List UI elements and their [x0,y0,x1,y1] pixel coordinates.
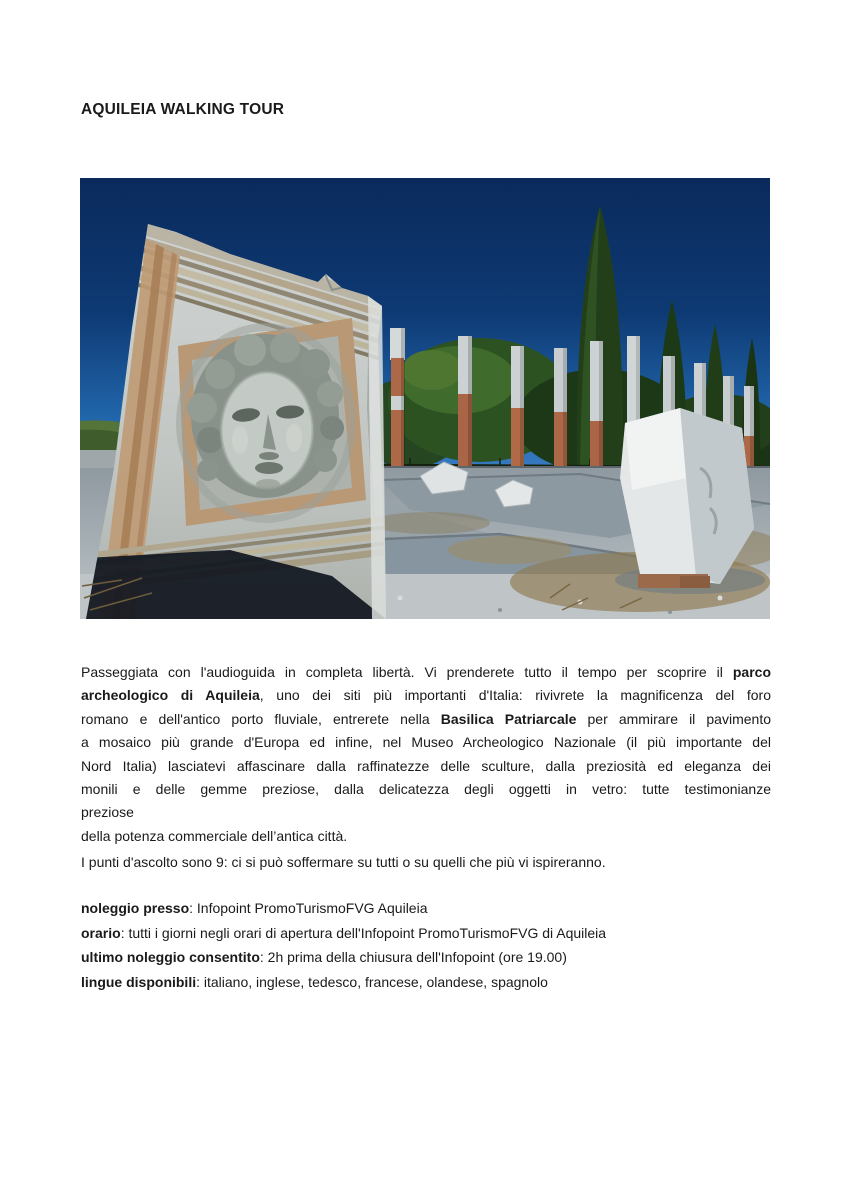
text-line: archeologico di Aquileia, uno dei siti più importanti d'Italia: rivivrete la magnificenza del foro [81,687,771,704]
rental-info-list [81,896,771,995]
text-line: noleggio presso: Infopoint PromoTurismoFVG Aquileia [81,900,428,916]
text-line: della potenza commerciale dell’antica città. [81,827,348,844]
text-line: I punti d'ascolto sono 9: ci si può soffermare su tutti o su quelli che più vi ispireranno. [81,854,606,870]
text-line: preziose [81,804,134,821]
text-line: monili e delle gemme preziose, dalla delicatezza degli oggetti in vetro: tutte testimonianze [81,781,771,798]
text-line: lingue disponibili: italiano, inglese, tedesco, francese, olandese, spagnolo [81,974,548,991]
text-line: Passeggiata con l'audioguida in completa libertà. Vi prenderete tutto il tempo per scoprire il parco [81,664,771,680]
text-line: orario: tutti i giorni negli orari di apertura dell'Infopoint PromoTurismoFVG di Aquileia [81,924,607,941]
text-line: Nord Italia) lasciatevi affascinare dalla raffinatezze delle sculture, dalla preziosità ed eleganza dei [81,757,771,774]
text-line: ultimo noleggio consentito: 2h prima della chiusura dell'Infopoint (ore 19.00) [81,949,567,966]
listening-points-paragraph [81,851,771,874]
page-title: AQUILEIA WALKING TOUR [81,101,285,118]
text-line: a mosaico più grande d'Europa ed infine, nel Museo Archeologico Nazionale (il più importante del [81,734,771,751]
aquileia-site-illustration [80,178,770,619]
tour-photo [80,178,770,619]
text-line: romano e dell'antico porto fluviale, entrerete nella Basilica Patriarcale per ammirare il pavimento [81,710,771,727]
description-paragraph [81,661,771,848]
